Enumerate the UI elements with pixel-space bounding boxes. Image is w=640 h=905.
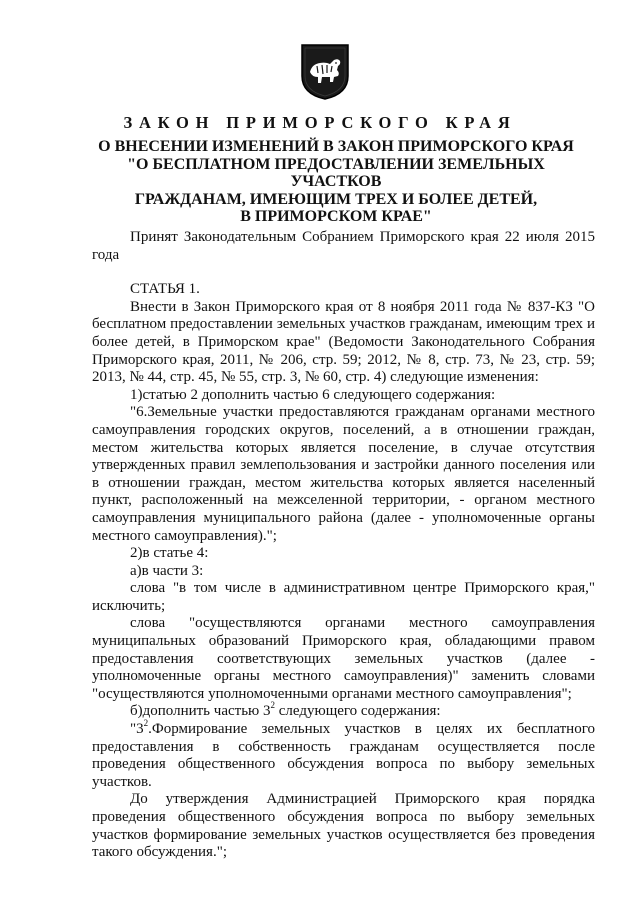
item-2b-after: следующего содержания:: [275, 703, 441, 720]
item-2a-1: слова "в том числе в административном центре Приморского края," исключить;: [92, 580, 595, 614]
coat-of-arms-icon: [300, 42, 350, 100]
tiger-eye: [335, 62, 337, 64]
item-1: 1)статью 2 дополнить частью 6 следующего содержания:: [130, 386, 496, 403]
item-2: 2)в статье 4:: [130, 545, 209, 562]
law-body: [92, 229, 595, 862]
law-subtitle: [96, 138, 576, 226]
item-2b-sup: 2: [270, 700, 275, 711]
subtitle-line: В ПРИМОРСКОМ КРАЕ": [240, 208, 432, 225]
subtitle-line: ГРАЖДАНАМ, ИМЕЮЩИМ ТРЕХ И БОЛЕЕ ДЕТЕЙ,: [134, 190, 538, 208]
law-title: ЗАКОН ПРИМОРСКОГО КРАЯ: [123, 113, 517, 132]
part-3-2: [92, 718, 595, 791]
item-2b-before: б)дополнить частью 3: [130, 703, 271, 720]
part-3-2-paragraph-2: До утверждения Администрацией Приморского края порядка проведения общественного обсуждения вопроса по выбору земельных участков формирование земельных участков осуществляется без проведения такого обсуждения.";: [92, 791, 595, 861]
item-1-text: "6.Земельные участки предоставляются гражданам органами местного самоуправления городских округов, поселений, а в отношении граждан, местом жительства которых является поселение, в случае отсутствия утвержденных правил землепользования и застройки данного поселения или в отношении граждан, местом жительства которых является населенный пункт, расположенный на межселенной территории, - органом местного самоуправления муниципального района (далее - уполномоченные органы местного самоуправления).";: [92, 404, 595, 544]
item-2b: [92, 700, 595, 721]
part-3-2-sup: 2: [143, 718, 149, 729]
subtitle-line: О ВНЕСЕНИИ ИЗМЕНЕНИЙ В ЗАКОН ПРИМОРСКОГО КРАЯ: [98, 138, 574, 155]
article-heading: СТАТЬЯ 1.: [130, 281, 200, 298]
item-2a-2: слова "осуществляются органами местного самоуправления муниципальных образований Приморского края, обладающими правом предоставления соответствующих земельных участков (далее - уполномоченные органы местного самоуправления)" заменить словами "осуществляются уполномоченными органами местного самоуправления";: [92, 615, 595, 702]
part-3-2-open: "3: [130, 721, 144, 738]
part-3-2-text: .Формирование земельных участков в целях их бесплатного предоставления в собственность гражданам осуществляется после проведения общественного обсуждения вопроса по выбору земельных участков.: [92, 721, 595, 790]
subtitle-line: "О БЕСПЛАТНОМ ПРЕДОСТАВЛЕНИИ ЗЕМЕЛЬНЫХ УЧАСТКОВ: [127, 155, 545, 190]
adoption-statement: Принят Законодательным Собранием Приморского края 22 июля 2015 года: [92, 229, 595, 263]
item-2a: а)в части 3:: [130, 562, 204, 579]
article-intro: Внести в Закон Приморского края от 8 ноября 2011 года № 837-КЗ "О бесплатном предоставлении земельных участков гражданам, имеющим трех и более детей, в Приморском крае" (Ведомости Законодательного Собрания Приморского края, 2011, № 206, стр. 59; 2012, № 8, стр. 73, № 23, стр. 59; 2013, № 44, стр. 45, № 55, стр. 3, № 60, стр. 4) следующие изменения:: [92, 298, 595, 386]
